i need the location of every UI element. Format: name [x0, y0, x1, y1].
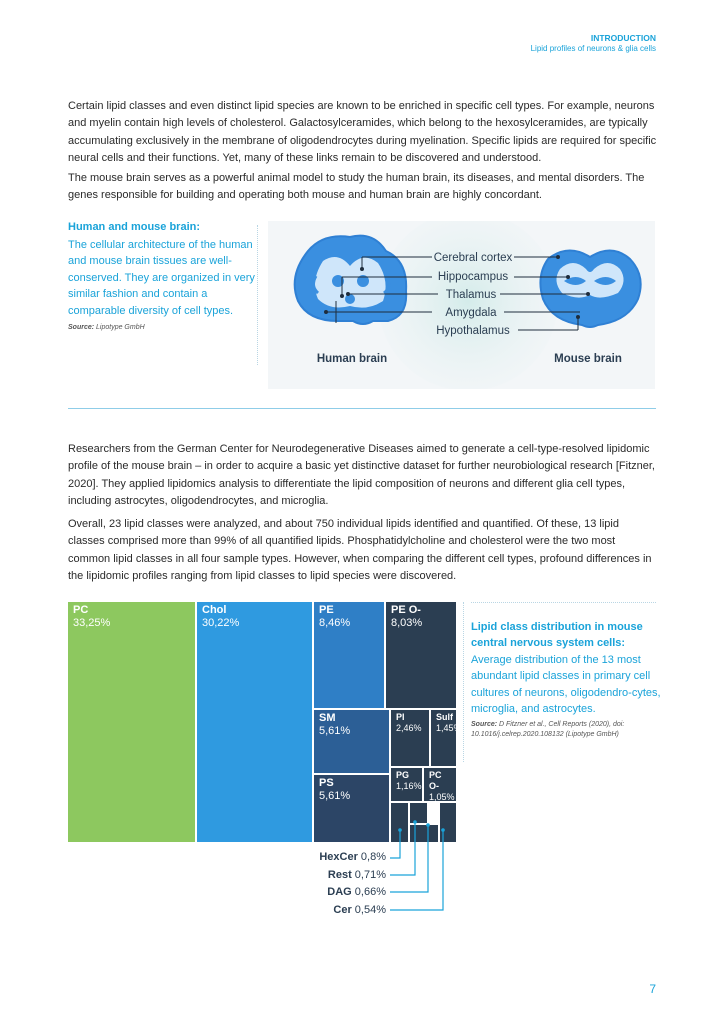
callout-title: Human and mouse brain:: [68, 221, 201, 233]
small-category-name: HexCer: [319, 851, 358, 863]
treemap-cell-value: 5,61%: [319, 725, 351, 737]
treemap-cell: [386, 602, 456, 708]
leader-line: [390, 830, 443, 910]
small-category-name: Rest: [327, 869, 352, 881]
human-brain-label: Human brain: [316, 353, 388, 365]
brain-figure: [268, 221, 655, 389]
treemap-cell-value: 8,46%: [319, 617, 351, 629]
treemap-cell: [431, 710, 462, 766]
treemap-cell-value: 33,25%: [73, 617, 111, 629]
callout-source-label: Source:: [68, 324, 95, 331]
treemap-cell-name: PS: [319, 777, 334, 789]
caption-top-rule: [471, 602, 656, 603]
treemap-cell: [391, 710, 429, 766]
caption-divider: [463, 602, 464, 762]
callout-divider: [257, 225, 258, 365]
callout-source-value: Lipotype GmbH: [96, 324, 145, 331]
treemap-cell-value: 1,05%: [429, 792, 455, 802]
treemap-cell-name: PG: [396, 770, 410, 780]
page-number: 7: [649, 982, 656, 996]
callout-source: [68, 324, 145, 331]
human-brain-drawing: [295, 236, 407, 324]
treemap-cell-name: Sulf: [436, 712, 453, 722]
region-label: Amygdala: [445, 307, 497, 319]
callout-text: The cellular architecture of the human and mouse brain tissues are well-conserved. They are organized in very similar fashion and contain a comparable diversity of cell types.: [68, 239, 255, 317]
leader-dot: [398, 828, 402, 832]
treemap-cell-name: PI: [396, 712, 405, 722]
chart-caption-source: [471, 720, 661, 740]
treemap-cell-name: PC: [73, 604, 89, 616]
treemap-cell-value: 5,61%: [319, 790, 351, 802]
mouse-brain-drawing: [540, 250, 640, 327]
treemap-cell: [391, 768, 422, 801]
small-category-leaders: [380, 800, 460, 920]
leader-line: [390, 822, 415, 875]
leader-dot: [413, 820, 417, 824]
chart-caption-text: Average distribution of the 13 most abundant lipid classes in primary cell cultures of neurons, oligodendro-cytes, microglia, and astrocytes.: [471, 654, 661, 716]
small-category-value: 0,8%: [360, 851, 386, 863]
region-label: Cerebral cortex: [433, 252, 513, 264]
chart-source-label: Source:: [471, 721, 498, 728]
small-category-name: DAG: [327, 886, 352, 898]
treemap-cell: [314, 775, 389, 842]
region-label: Hypothalamus: [436, 325, 510, 337]
treemap-cell: [68, 602, 195, 842]
section-subtitle: Lipid profiles of neurons & glia cells: [530, 44, 656, 53]
treemap-cell-name: SM: [319, 712, 336, 724]
treemap-cell: [424, 768, 456, 801]
small-category-label: [327, 886, 386, 898]
leader-line: [390, 830, 400, 858]
brain-illustration: [268, 221, 655, 389]
small-category-label: [319, 851, 386, 863]
treemap-cell: [314, 710, 389, 773]
leader-dot: [441, 828, 445, 832]
small-category-label: [328, 869, 386, 881]
section-divider: [68, 408, 656, 409]
region-label: Thalamus: [445, 289, 497, 301]
section-header: INTRODUCTION: [590, 33, 656, 43]
paragraph-3: Researchers from the German Center for Neurodegenerative Diseases aimed to generate a cell-type-resolved lipidomic profile of the mouse brain – in order to acquire a basic yet distinctive dataset for further neurobiological research [Fitzner, 2020]. They applied lipidomics analysis to differentiate the lipid composition of neurons and different glia cell types, including astrocytes, oligodendrocytes, and microglia.: [68, 443, 655, 508]
treemap-cell-name: PE O-: [391, 604, 421, 616]
small-category-value: 0,54%: [354, 904, 386, 916]
small-category-label: [333, 904, 386, 916]
paragraph-1: Certain lipid classes and even distinct lipid species are known to be enriched in specific cell types. For example, neurons and myelin contain high levels of cholesterol. Galactosylceramides, which belong to the hexosylceramides, are typically accumulating exclusively in the membrane of oligodendrocytes during myelination. Specific lipids are required for specific neural cells and their functions. Yet, many of these links remain to be discovered and understood.: [68, 100, 657, 165]
small-category-value: 0,66%: [354, 886, 386, 898]
chart-caption-title: Lipid class distribution in mouse central nervous system cells:: [471, 621, 643, 650]
small-category-name: Cer: [333, 904, 352, 916]
mouse-brain-label: Mouse brain: [554, 353, 622, 365]
treemap-cell-value: 2,46%: [396, 723, 422, 733]
region-label: Hippocampus: [437, 271, 509, 283]
treemap-cell-value: 30,22%: [202, 617, 240, 629]
treemap-cell-name: PC O-: [429, 770, 442, 791]
treemap-cell-value: 8,03%: [391, 617, 423, 629]
paragraph-4: Overall, 23 lipid classes were analyzed, and about 750 individual lipids identified and quantified. Of these, 13 lipid classes comprised more than 99% of all quantified lipids. Phosphatidylcholine and cholesterol were the two most common lipid classes in all four sample types. However, when comparing the different cell types, profound differences in the lipidomic profiles ranging from lipid classes to lipid species were discovered.: [68, 518, 652, 583]
treemap-cell: [197, 602, 312, 842]
chart-source-value: D Fitzner et al., Cell Reports (2020), doi: 10.1016/j.celrep.2020.108132 (Lipotype GmbH): [471, 721, 625, 738]
treemap-cell-name: PE: [319, 604, 334, 616]
treemap-cell-value: 1,45%: [436, 723, 462, 733]
leader-dot: [426, 823, 430, 827]
treemap-cell-name: Chol: [202, 604, 227, 616]
treemap-cell-value: 1,16%: [396, 781, 422, 791]
small-category-value: 0,71%: [354, 869, 386, 881]
treemap-cell: [314, 602, 384, 708]
paragraph-2: The mouse brain serves as a powerful animal model to study the human brain, its diseases, and mental disorders. The genes responsible for building and operating both mouse and human brain are highly concordant.: [68, 172, 645, 202]
